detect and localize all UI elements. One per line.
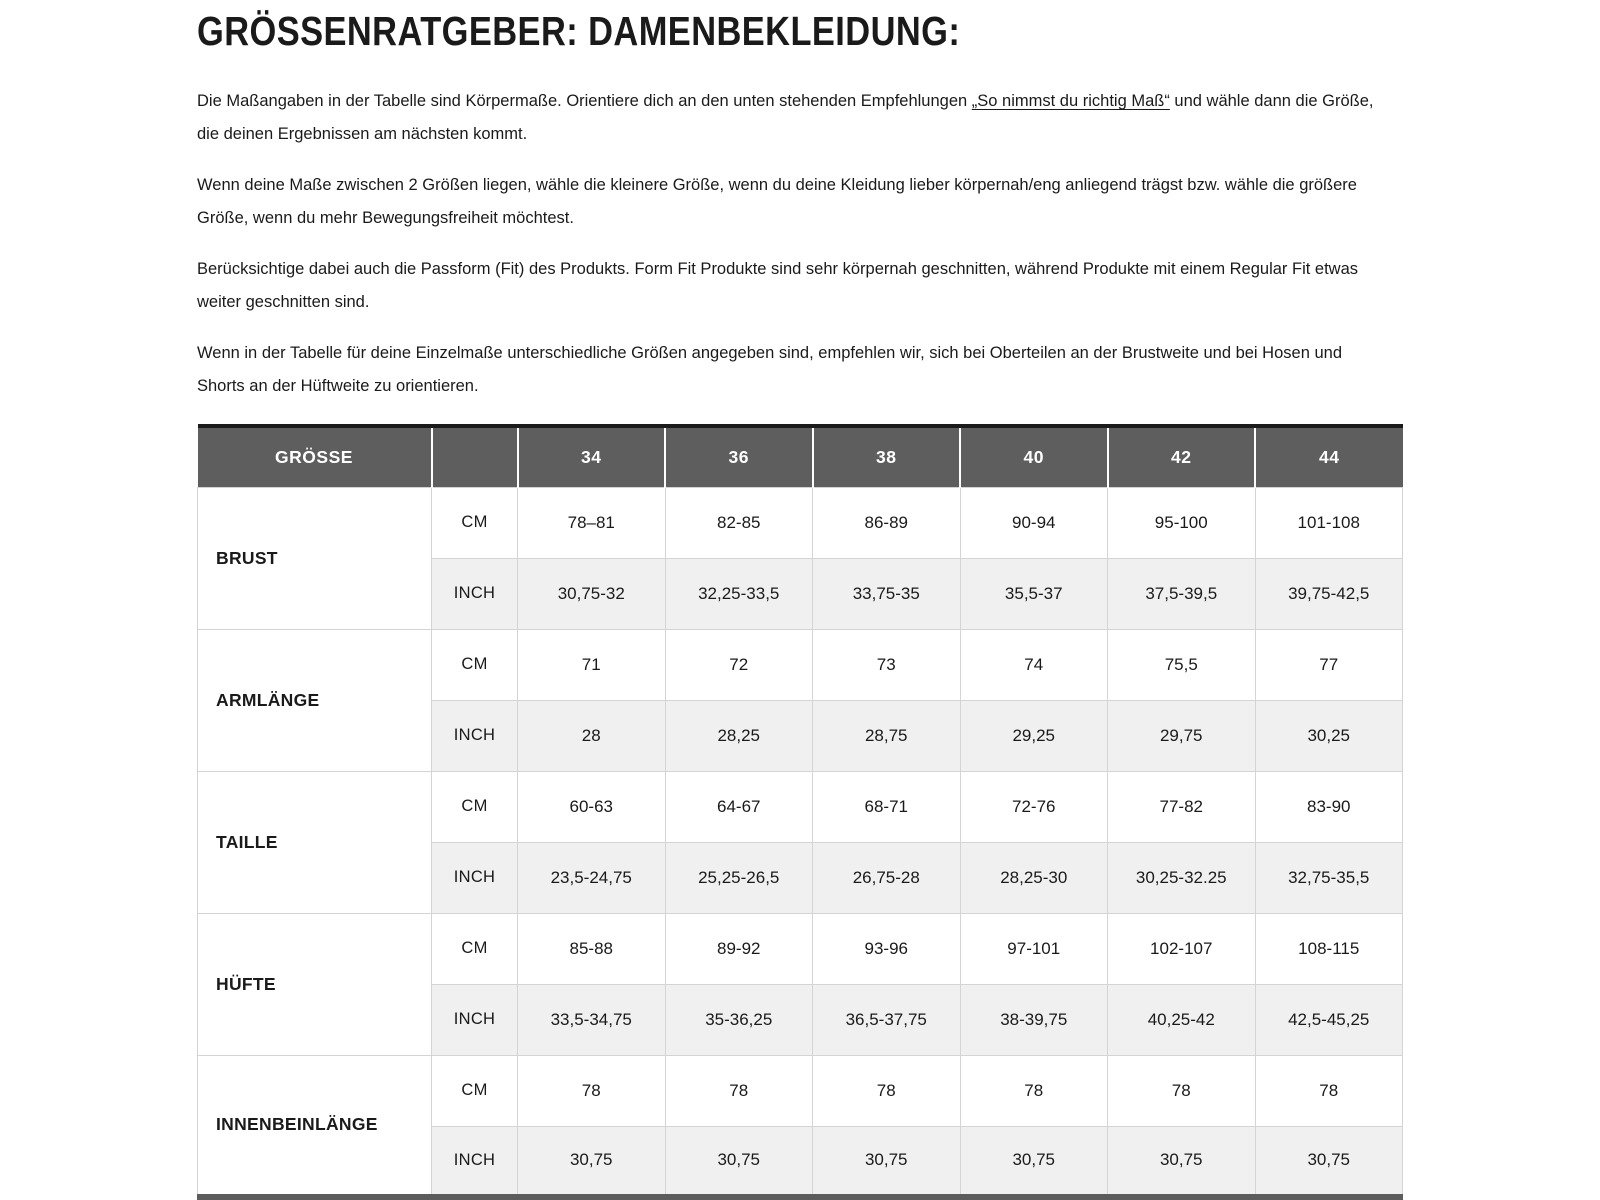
header-cell-size-36: 36 (665, 426, 813, 487)
header-cell-size-38: 38 (813, 426, 961, 487)
unit-cell: INCH (432, 700, 518, 771)
value-cell: 42,5-45,25 (1255, 984, 1403, 1055)
value-cell: 93-96 (813, 913, 961, 984)
paragraph-measurements-post: und wähle dann die Größe, die deinen Ergebnissen am nächsten kommt. (197, 92, 1374, 143)
measure-guide-link[interactable]: „So nimmst du richtig Maß“ (971, 92, 1170, 110)
header-cell-size-34: 34 (518, 426, 666, 487)
value-cell: 32,75-35,5 (1255, 842, 1403, 913)
unit-cell: INCH (432, 984, 518, 1055)
value-cell: 39,75-42,5 (1255, 558, 1403, 629)
value-cell: 40,25-42 (1108, 984, 1256, 1055)
value-cell: 78 (1255, 1055, 1403, 1126)
value-cell: 28,25 (665, 700, 813, 771)
value-cell: 33,5-34,75 (518, 984, 666, 1055)
value-cell: 75,5 (1108, 629, 1256, 700)
value-cell: 28,75 (813, 700, 961, 771)
value-cell: 28 (518, 700, 666, 771)
value-cell: 64-67 (665, 771, 813, 842)
value-cell: 78 (665, 1055, 813, 1126)
value-cell: 101-108 (1255, 487, 1403, 558)
value-cell: 89-92 (665, 913, 813, 984)
value-cell: 78 (813, 1055, 961, 1126)
value-cell: 37,5-39,5 (1108, 558, 1256, 629)
value-cell: 71 (518, 629, 666, 700)
unit-cell: CM (432, 771, 518, 842)
header-cell-unit (432, 426, 518, 487)
unit-cell: INCH (432, 558, 518, 629)
value-cell: 23,5-24,75 (518, 842, 666, 913)
value-cell: 77 (1255, 629, 1403, 700)
value-cell: 32,25-33,5 (665, 558, 813, 629)
header-cell-size-44: 44 (1255, 426, 1403, 487)
header-cell-groesse: GRÖSSE (198, 426, 432, 487)
value-cell: 78 (1108, 1055, 1256, 1126)
value-cell: 30,75 (1255, 1126, 1403, 1197)
value-cell: 30,75 (813, 1126, 961, 1197)
value-cell: 38-39,75 (960, 984, 1108, 1055)
value-cell: 97-101 (960, 913, 1108, 984)
value-cell: 83-90 (1255, 771, 1403, 842)
row-label-innenbeinlaenge: INNENBEINLÄNGE (198, 1055, 432, 1197)
paragraph-measurements-pre: Die Maßangaben in der Tabelle sind Körpermaße. Orientiere dich an den unten stehenden Empfehlungen (197, 92, 972, 110)
value-cell: 95-100 (1108, 487, 1256, 558)
value-cell: 25,25-26,5 (665, 842, 813, 913)
value-cell: 78–81 (518, 487, 666, 558)
row-label-armlaenge: ARMLÄNGE (198, 629, 432, 771)
header-row (198, 426, 1403, 487)
value-cell: 72-76 (960, 771, 1108, 842)
value-cell: 26,75-28 (813, 842, 961, 913)
value-cell: 30,25 (1255, 700, 1403, 771)
row-label-huefte: HÜFTE (198, 913, 432, 1055)
value-cell: 85-88 (518, 913, 666, 984)
table-row (198, 629, 1403, 700)
value-cell: 73 (813, 629, 961, 700)
unit-cell: CM (432, 1055, 518, 1126)
value-cell: 30,75 (1108, 1126, 1256, 1197)
unit-cell: CM (432, 913, 518, 984)
value-cell: 30,75 (518, 1126, 666, 1197)
value-cell: 78 (960, 1055, 1108, 1126)
table-row (198, 487, 1403, 558)
table-row (198, 1055, 1403, 1126)
value-cell: 74 (960, 629, 1108, 700)
value-cell: 29,25 (960, 700, 1108, 771)
unit-cell: CM (432, 629, 518, 700)
table-row (198, 771, 1403, 842)
paragraph-recommendation: Wenn in der Tabelle für deine Einzelmaße unterschiedliche Größen angegeben sind, empfehlen wir, sich bei Oberteilen an der Brustweite und bei Hosen und Shorts an der Hüftweite zu orientieren. (197, 344, 1342, 395)
value-cell: 35-36,25 (665, 984, 813, 1055)
paragraph-between-sizes: Wenn deine Maße zwischen 2 Größen liegen, wähle die kleinere Größe, wenn du deine Kleidung lieber körpernah/eng anliegend trägst bzw. wähle die größere Größe, wenn du mehr Bewegungsfreiheit möchtest. (197, 176, 1357, 227)
value-cell: 30,75-32 (518, 558, 666, 629)
header-cell-size-42: 42 (1108, 426, 1256, 487)
value-cell: 102-107 (1108, 913, 1256, 984)
paragraph-fit: Berücksichtige dabei auch die Passform (Fit) des Produkts. Form Fit Produkte sind sehr körpernah geschnitten, während Produkte mit einem Regular Fit etwas weiter geschnitten sind. (197, 260, 1359, 311)
value-cell: 68-71 (813, 771, 961, 842)
value-cell: 30,25-32.25 (1108, 842, 1256, 913)
value-cell: 33,75-35 (813, 558, 961, 629)
value-cell: 28,25-30 (960, 842, 1108, 913)
value-cell: 36,5-37,75 (813, 984, 961, 1055)
value-cell: 82-85 (665, 487, 813, 558)
value-cell: 35,5-37 (960, 558, 1108, 629)
value-cell: 30,75 (960, 1126, 1108, 1197)
unit-cell: CM (432, 487, 518, 558)
value-cell: 78 (518, 1055, 666, 1126)
value-cell: 30,75 (665, 1126, 813, 1197)
paragraph-measurements (197, 85, 1382, 150)
page-title: GRÖSSENRATGEBER: DAMENBEKLEIDUNG: (197, 8, 961, 54)
value-cell: 108-115 (1255, 913, 1403, 984)
intro-paragraphs (197, 85, 1382, 402)
value-cell: 60-63 (518, 771, 666, 842)
row-label-brust: BRUST (198, 487, 432, 629)
value-cell: 72 (665, 629, 813, 700)
row-label-taille: TAILLE (198, 771, 432, 913)
unit-cell: INCH (432, 842, 518, 913)
value-cell: 90-94 (960, 487, 1108, 558)
header-cell-size-40: 40 (960, 426, 1108, 487)
table-row (198, 913, 1403, 984)
size-table-header (198, 426, 1403, 487)
value-cell: 77-82 (1108, 771, 1256, 842)
value-cell: 29,75 (1108, 700, 1256, 771)
unit-cell: INCH (432, 1126, 518, 1197)
value-cell: 86-89 (813, 487, 961, 558)
size-table (197, 424, 1403, 1200)
